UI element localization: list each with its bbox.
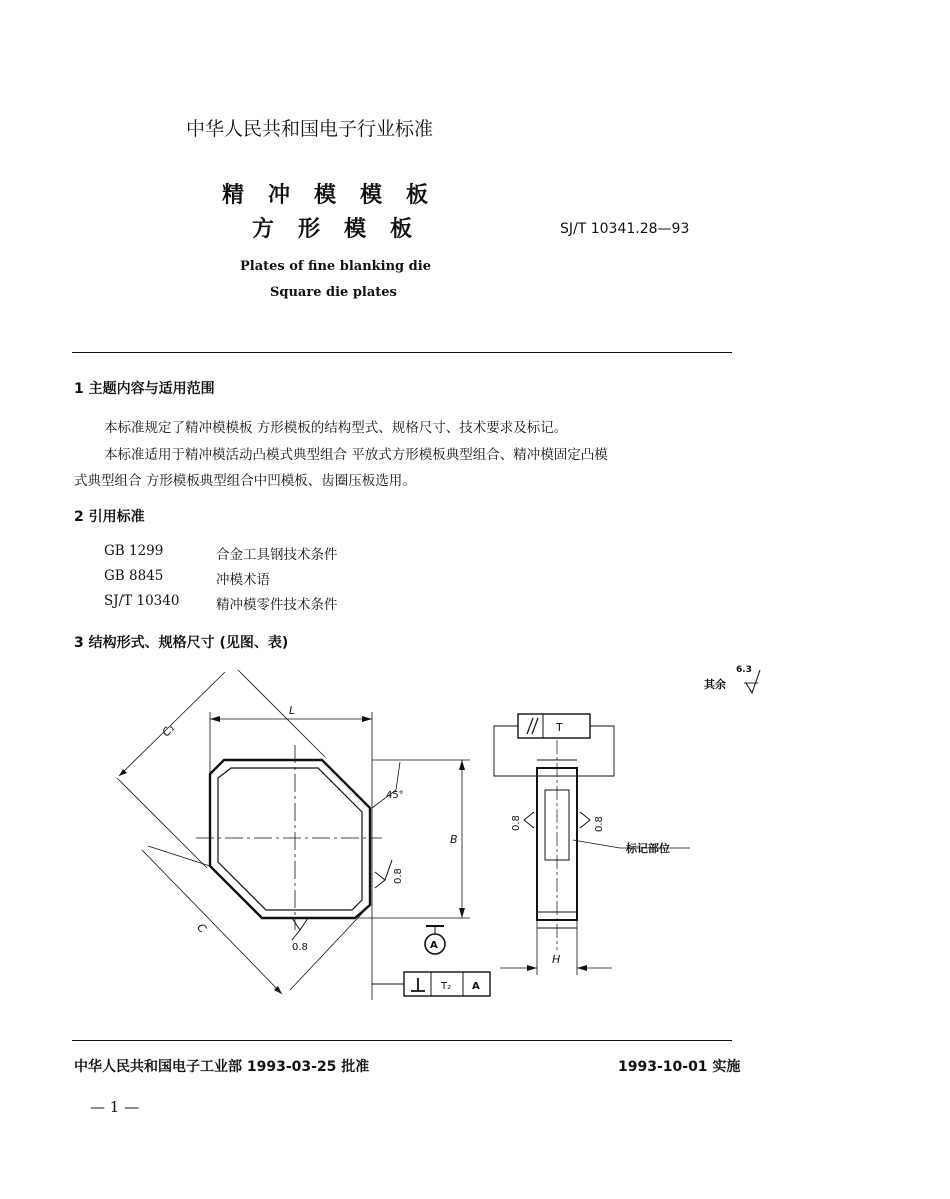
- en-title-line1: Plates of fine blanking die: [240, 259, 431, 274]
- en-title-line2: Square die plates: [270, 285, 397, 300]
- section2-heading: 2 引用标准: [74, 509, 145, 525]
- dim-H: H: [552, 953, 561, 966]
- section1-para1: 本标准规定了精冲模模板 方形模板的结构型式、规格尺寸、技术要求及标记。: [104, 420, 568, 436]
- dim-L: L: [289, 704, 296, 717]
- cn-title-line1: 精冲模模板: [222, 183, 453, 208]
- datum-label: A: [430, 940, 438, 951]
- roughness-value: 0.8: [393, 868, 404, 884]
- approval-note: 中华人民共和国电子工业部 1993-03-25 批准: [74, 1059, 370, 1075]
- dim-C: C: [194, 920, 209, 936]
- plate-outline: [210, 760, 370, 918]
- standard-number: SJ/T 10341.28—93: [560, 221, 690, 237]
- roughness-value: 0.8: [511, 815, 522, 831]
- surface-value: 6.3: [736, 665, 752, 675]
- dim-C1: C₁: [159, 721, 178, 740]
- angle-45: 45°: [386, 790, 404, 801]
- dim-B: B: [450, 833, 458, 846]
- parallel-tolerance: T: [556, 721, 563, 734]
- perp-tolerance: T₂: [441, 981, 452, 992]
- effective-date: 1993-10-01 实施: [618, 1059, 741, 1075]
- roughness-value: 0.8: [594, 816, 605, 832]
- marking-location-label: 标记部位: [626, 842, 670, 855]
- section3-heading: 3 结构形式、规格尺寸 (见图、表): [74, 635, 289, 651]
- ref-title: 精冲模零件技术条件: [216, 597, 338, 613]
- section1-para2-line2: 式典型组合 方形模板典型组合中凹模板、齿圈压板选用。: [74, 473, 416, 489]
- page-number: — 1 —: [90, 1098, 140, 1116]
- ref-code: GB 8845: [104, 568, 164, 584]
- bottom-rule: [72, 1040, 732, 1041]
- surface-note: 其余: [704, 678, 726, 691]
- plate-inner-chamfer: [218, 768, 362, 910]
- perp-datum: A: [472, 981, 480, 992]
- ref-title: 冲模术语: [216, 572, 270, 588]
- ref-title: 合金工具钢技术条件: [216, 547, 338, 563]
- section1-para2-line1: 本标准适用于精冲模活动凸模式典型组合 平放式方形模板典型组合、精冲模固定凸模: [104, 447, 608, 463]
- roughness-value: 0.8: [292, 942, 308, 953]
- issuing-org-heading: 中华人民共和国电子行业标准: [186, 118, 434, 140]
- section1-heading: 1 主题内容与适用范围: [74, 381, 215, 397]
- ref-code: GB 1299: [104, 543, 164, 559]
- ref-code: SJ/T 10340: [104, 593, 180, 609]
- cn-title-line2: 方形模板: [252, 217, 437, 242]
